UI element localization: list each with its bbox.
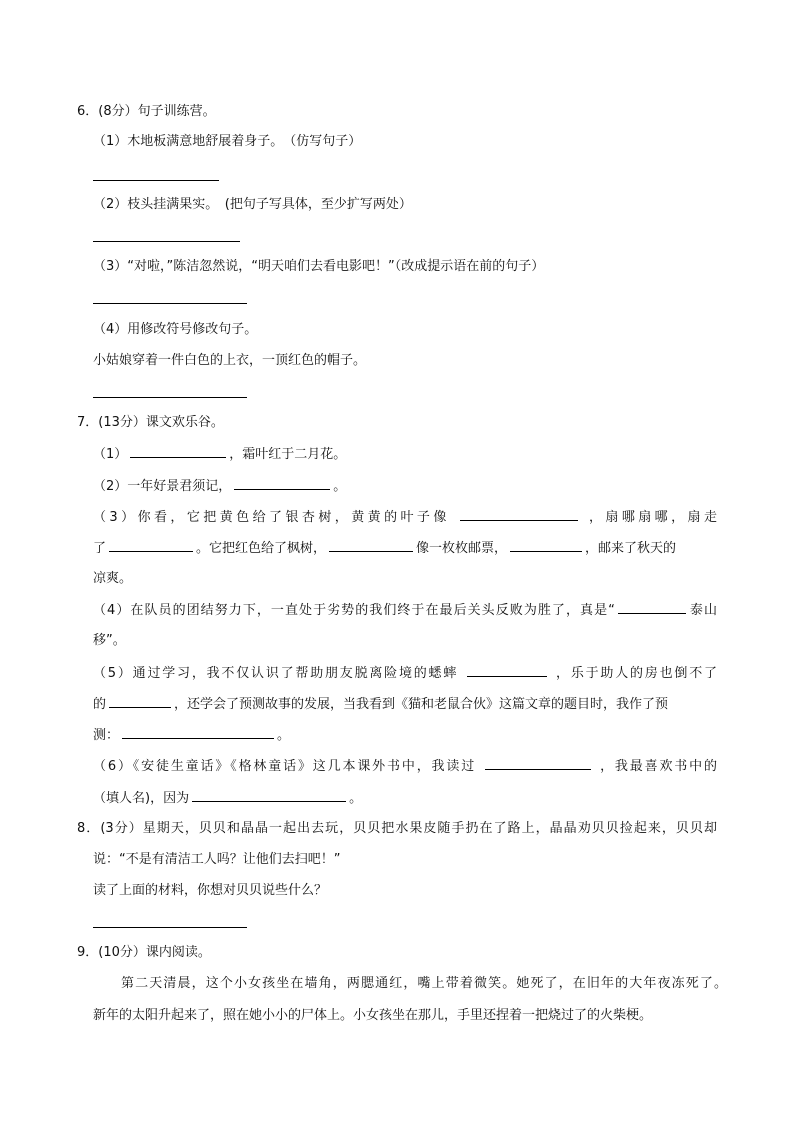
q7-s3-text-e: 像一枚枚邮票， [416,541,508,556]
q8-line1: 8．(3分）星期天，贝贝和晶晶一起出去玩，贝贝把水果皮随手扔在了路上，晶晶劝贝贝捡起来，贝贝却 [77,821,717,836]
q7-s4-text-b: 泰山 [688,603,717,618]
q7-s6-blank-1[interactable] [485,757,591,770]
q7-s5-line3 [93,726,290,745]
q6-s4: （4）用修改符号修改句子。 [93,322,258,337]
q6-s2: （2）枝头挂满果实。 (把句子写具体，至少扩写两处） [93,197,412,212]
q7-s3-line2 [93,539,676,558]
q7-s1-blank[interactable] [130,445,226,458]
q7-s3-line3: 凉爽。 [93,571,133,586]
q6-s4-text: 小姑娘穿着一件白色的上衣，一顶红色的帽子。 [93,353,367,368]
q7-s1 [93,445,346,464]
q7-s1-prefix: （1） [93,447,128,462]
q7-s5-text-b: ，乐于助人的房也倒不了 [556,666,717,681]
q7-s3-blank-4[interactable] [510,539,582,552]
q7-s3-blank-1[interactable] [460,508,578,521]
q8-line3: 读了上面的材料，你想对贝贝说些什么？ [93,883,328,898]
q7-s5-text-e: 测： [93,728,120,743]
q6-s2-answer-line[interactable] [93,241,240,242]
q7-s5-text-a: （5）通过学习，我不仅认识了帮助朋友脱离险境的蟋蟀 [93,666,459,681]
q7-s2-suffix: 。 [333,479,347,494]
q7-s5-text-c: 的 [93,697,107,712]
q7-s3-blank-3[interactable] [329,539,413,552]
q6-s3-answer-line[interactable] [93,303,247,304]
q7-s3-text-a: （3）你看，它把黄色给了银杏树，黄黄的叶子像 [93,510,450,525]
q7-header: 7．(13分）课文欢乐谷。 [77,415,224,430]
q8-answer-line[interactable] [93,927,247,928]
q6-s3: （3）“对啦，”陈洁忽然说，“明天咱们去看电影吧！”（改成提示语在前的句子） [93,259,545,274]
q7-s5-blank-3[interactable] [122,726,274,739]
q6-s1: （1）木地板满意地舒展着身子。 （仿写句子） [93,134,362,149]
q7-s3-text-b: ，扇哪扇哪，扇走 [588,510,717,525]
q7-s5-text-d: ，还学会了预测故事的发展，当我看到《猫和老鼠合伙》这篇文章的题目时，我作了预 [174,697,669,712]
q7-s5-line1 [93,664,717,683]
q7-s6-text-c: （填人名)，因为 [93,791,190,806]
q7-s6-text-d: 。 [349,791,363,806]
q7-s5-blank-1[interactable] [467,664,547,677]
q7-s4-text-a: （4）在队员的团结努力下，一直处于劣势的我们终于在最后关头反败为胜了，真是“ [93,603,615,618]
q7-s4-line2: 移”。 [93,633,126,648]
q9-paragraph-line2: 新年的太阳升起来了，照在她小小的尸体上。小女孩坐在那儿，手里还捏着一把烧过了的火柴梗。 [93,1008,653,1023]
q7-s3-blank-2[interactable] [109,539,193,552]
q7-s3-text-f: ，邮来了秋天的 [585,541,677,556]
q6-s4-answer-line[interactable] [93,397,247,398]
q7-s2-prefix: （2）一年好景君须记， [93,479,232,494]
q7-s3-text-d: 。它把红色给了枫树， [196,541,327,556]
q7-s5-blank-2[interactable] [109,695,171,708]
q9-paragraph-line1: 第二天清晨，这个小女孩坐在墙角，两腮通红，嘴上带着微笑。她死了，在旧年的大年夜冻死了。 [121,976,727,991]
q6-s1-answer-line[interactable] [93,180,219,181]
q7-s3-text-c: 了 [93,541,107,556]
q7-s4-blank[interactable] [618,601,686,614]
q6-header: 6．(8分）句子训练营。 [77,104,216,119]
q7-s2-blank[interactable] [234,477,330,490]
q8-line2: 说：“不是有清洁工人吗？让他们去扫吧！” [93,852,341,867]
q7-s4-line1 [93,601,717,620]
q7-s6-text-b: ，我最喜欢书中的 [600,759,717,774]
q7-s3-line1 [93,508,717,527]
q9-header: 9．(10分）课内阅读。 [77,945,211,960]
q7-s5-line2 [93,695,668,714]
q7-s6-line2 [93,789,362,808]
q7-s6-text-a: （6）《安徒生童话》《格林童话》这几本课外书中，我读过 [93,759,477,774]
q7-s6-blank-2[interactable] [192,789,346,802]
q7-s2 [93,477,346,496]
q7-s1-suffix: ，霜叶红于二月花。 [229,447,347,462]
q7-s6-line1 [93,757,717,776]
q7-s5-text-f: 。 [277,728,291,743]
